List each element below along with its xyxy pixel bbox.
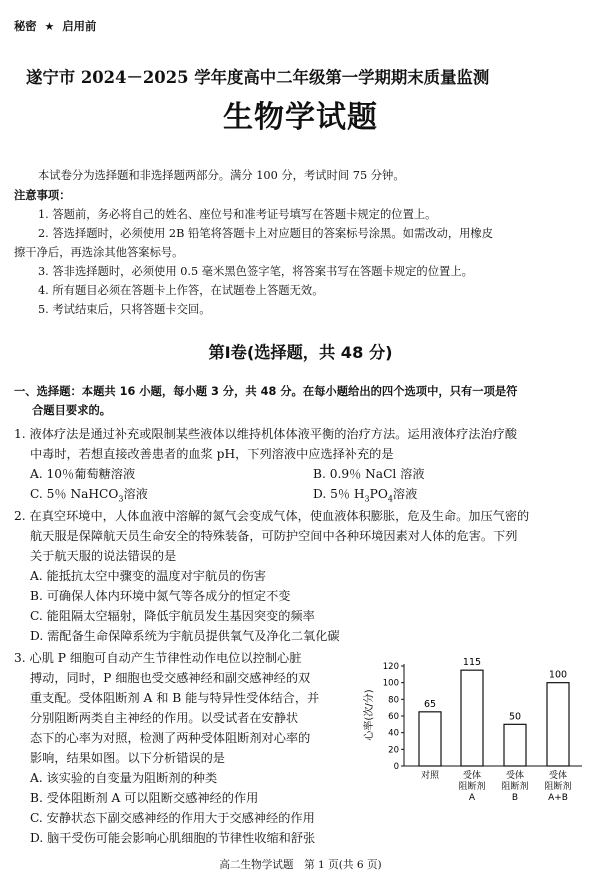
q1-option-d-sub2: 4 bbox=[387, 494, 393, 504]
section-instruction: 一、选择题：本题共 16 小题，每小题 3 分，共 48 分。在每小题给出的四个选项中，只有一项是符 bbox=[14, 385, 518, 398]
chart-bar bbox=[504, 724, 526, 766]
chart-y-tick-label: 100 bbox=[382, 678, 399, 689]
chart-category-label: 受体 bbox=[462, 771, 482, 781]
chart-category-label: A bbox=[468, 793, 476, 803]
q1-stem-line2: 中毒时，若想直接改善患者的血浆 pH，下列溶液中应选择补充的是 bbox=[30, 447, 394, 461]
q3-stem-line5: 态下的心率为对照，检测了两种受体阻断剂对心率的 bbox=[30, 731, 311, 745]
q3-option-b: B. 受体阻断剂 A 可以阻断交感神经的作用 bbox=[30, 791, 259, 805]
q1-option-c-sub: 3 bbox=[118, 494, 124, 504]
note-1: 1. 答题前，务必将自己的姓名、座位号和准考证号填写在答题卡规定的位置上。 bbox=[38, 208, 437, 221]
prior-label: 启用前 bbox=[62, 20, 97, 33]
chart-value-label: 50 bbox=[508, 711, 522, 723]
chart-category-label: A+B bbox=[548, 793, 568, 803]
chart-value-label: 65 bbox=[423, 698, 437, 710]
q2-stem-line1: 2. 在真空环境中，人体血液中溶解的氮气会变成气体，使血液体积膨胀，危及生命。加压气密的 bbox=[14, 509, 530, 523]
page-footer: 高二生物学试题 第 1 页(共 6 页) bbox=[219, 859, 382, 871]
chart-bar bbox=[419, 712, 441, 766]
chart-category-labels bbox=[421, 769, 572, 803]
chart-y-axis-label: 心率(次/分) bbox=[364, 689, 375, 741]
q3-option-a: A. 该实验的自变量为阻断剂的种类 bbox=[30, 771, 218, 785]
chart-y-tick-label: 40 bbox=[388, 728, 399, 739]
chart-category-label: 阻断剂 bbox=[458, 782, 486, 792]
q1-option-c-post: 溶液 bbox=[123, 487, 148, 501]
q2-stem-line3: 关于航天服的说法错误的是 bbox=[30, 549, 177, 563]
q1-stem-line1: 1. 液体疗法是通过补充或限制某些液体以维持机体体液平衡的治疗方法。运用液体疗法治疗酸 bbox=[14, 427, 518, 441]
chart-category-label: 阻断剂 bbox=[501, 782, 529, 792]
q2-option-d: D. 需配备生命保障系统为宇航员提供氧气及净化二氧化碳 bbox=[30, 629, 340, 643]
star-icon: ★ bbox=[44, 20, 55, 33]
q3-stem-line2: 搏动，同时，P 细胞也受交感神经和副交感神经的双 bbox=[30, 671, 311, 685]
note-4: 4. 所有题目必须在答题卡上作答，在试题卷上答题无效。 bbox=[38, 284, 324, 297]
q2-option-a: A. 能抵抗太空中骤变的温度对宇航员的伤害 bbox=[30, 569, 266, 583]
q1-option-d-sub1: 3 bbox=[364, 494, 370, 504]
q1-option-d-mid: PO bbox=[369, 487, 388, 501]
q2-option-c: C. 能阻隔太空辐射，降低宇航员发生基因突变的频率 bbox=[30, 609, 315, 623]
chart-y-tick-label: 60 bbox=[388, 712, 399, 722]
chart-y-tick-label: 20 bbox=[388, 745, 399, 756]
confidential-mark bbox=[14, 19, 96, 34]
q1-option-c bbox=[30, 486, 148, 507]
chart-y-tick-label: 0 bbox=[393, 762, 399, 772]
notes-heading: 注意事项： bbox=[14, 189, 71, 202]
chart-category-label: 受体 bbox=[505, 771, 525, 781]
chart-value-labels bbox=[424, 657, 567, 722]
chart-category-label: 对照 bbox=[420, 771, 440, 781]
q2-option-b: B. 可确保人体内环境中氮气等各成分的恒定不变 bbox=[30, 589, 291, 603]
subject-title: 生物学试题 bbox=[223, 100, 378, 135]
chart-value-label: 115 bbox=[462, 657, 482, 669]
q1-option-a: A. 10％葡萄糖溶液 bbox=[30, 467, 136, 481]
chart-y-tick-label: 120 bbox=[382, 662, 399, 672]
note-3: 3. 答非选择题时，必须使用 0.5 毫米黑色签字笔，将答案书写在答题卡规定的位置上。 bbox=[38, 265, 473, 278]
q3-stem-line1: 3. 心肌 P 细胞可自动产生节律性动作电位以控制心脏 bbox=[14, 651, 302, 665]
heart-rate-chart bbox=[360, 650, 590, 810]
q3-stem-line3: 重支配。受体阻断剂 A 和 B 能与特异性受体结合，并 bbox=[30, 691, 320, 705]
chart-y-tick-label: 80 bbox=[388, 695, 399, 706]
chart-category-label: 阻断剂 bbox=[544, 782, 572, 792]
q3-option-c: C. 安静状态下副交感神经的作用大于交感神经的作用 bbox=[30, 811, 315, 825]
q3-option-d: D. 脑干受伤可能会影响心肌细胞的节律性收缩和舒张 bbox=[30, 831, 316, 845]
part1-title: 第Ⅰ卷(选择题，共 48 分) bbox=[208, 343, 393, 362]
q3-stem-line6: 影响，结果如图。以下分析错误的是 bbox=[30, 751, 225, 765]
chart-bar bbox=[547, 683, 569, 766]
q1-option-d-post: 溶液 bbox=[392, 487, 418, 501]
secret-label: 秘密 bbox=[14, 20, 37, 33]
q1-option-d bbox=[313, 486, 417, 507]
q1-option-d-pre: D. 5％ H bbox=[313, 487, 365, 501]
chart-bars bbox=[419, 670, 569, 766]
note-2: 2. 答选择题时，必须使用 2B 铅笔将答题卡上对应题目的答案标号涂黑。如需改动，用橡皮 bbox=[38, 227, 494, 240]
chart-category-label: 受体 bbox=[548, 771, 568, 781]
chart-value-label: 100 bbox=[548, 669, 568, 681]
note-5: 5. 考试结束后，只将答题卡交回。 bbox=[38, 303, 211, 316]
chart-category-label: B bbox=[511, 793, 519, 803]
note-2-cont: 擦干净后，再选涂其他答案标号。 bbox=[14, 246, 184, 259]
section-instruction-cont: 合题目要求的。 bbox=[32, 404, 112, 417]
q1-option-b: B. 0.9％ NaCl 溶液 bbox=[313, 467, 425, 481]
exam-title: 遂宁市 2024－2025 学年度高中二年级第一学期期末质量监测 bbox=[26, 68, 490, 87]
chart-y-ticks bbox=[383, 662, 404, 772]
chart-bar bbox=[461, 670, 483, 766]
q3-stem-line4: 分别阻断两类自主神经的作用。以受试者在安静状 bbox=[30, 711, 299, 725]
intro-text: 本试卷分为选择题和非选择题两部分。满分 100 分，考试时间 75 分钟。 bbox=[38, 169, 405, 182]
q1-option-c-pre: C. 5％ NaHCO bbox=[30, 487, 119, 501]
q2-stem-line2: 航天服是保障航天员生命安全的特殊装备，可防护空间中各种环境因素对人体的危害。下列 bbox=[30, 529, 518, 543]
